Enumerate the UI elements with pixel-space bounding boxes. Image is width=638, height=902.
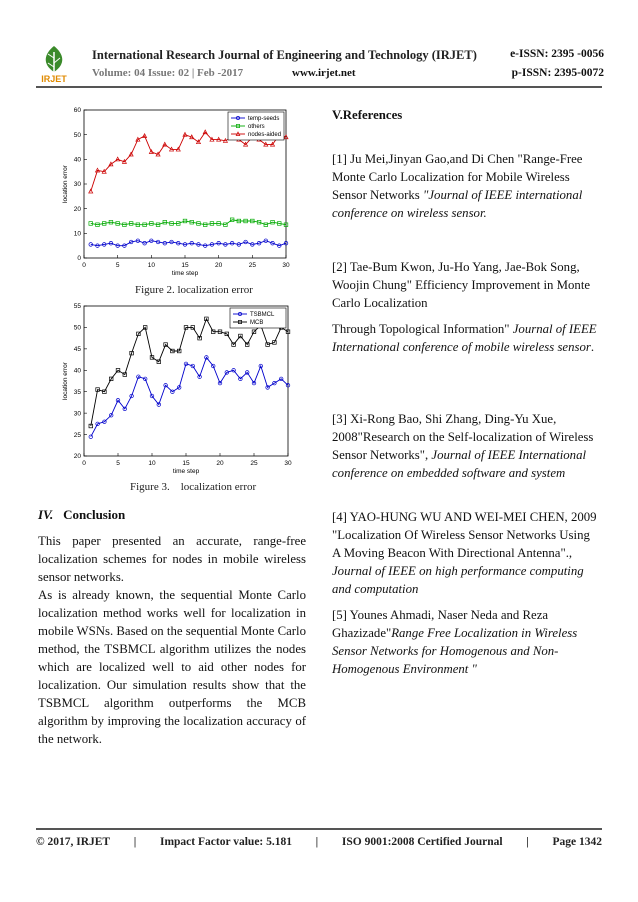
x-tick-label: 15	[181, 262, 189, 269]
y-tick-label: 25	[73, 431, 81, 439]
x-tick-label: 5	[116, 460, 120, 467]
conclusion-para-1: This paper presented an accurate, range-free localization schemes for nodes in mobile wireless sensor networks.	[38, 534, 306, 584]
reference-2-continued: Through Topological Information" Journal of IEEE International conference of mobile wireless sensor.	[332, 322, 597, 354]
legend-label: nodes-aided	[248, 132, 282, 139]
reference-5: [5] Younes Ahmadi, Naser Neda and Reza Ghazizade"Range Free Localization in Wireless Sensor Networks for Homogenous and Non-Homogenous Environment "	[332, 608, 578, 676]
page-header	[0, 0, 638, 92]
x-tick-label: 0	[82, 262, 86, 269]
conclusion-heading	[38, 506, 125, 524]
y-tick-label: 0	[77, 255, 81, 263]
p-issn: p-ISSN: 2395-0072	[511, 67, 604, 79]
y-tick-label: 50	[73, 324, 81, 332]
figure-3	[58, 300, 296, 483]
y-tick-label: 35	[73, 388, 81, 396]
section-numeral: IV.	[38, 507, 54, 522]
header-divider	[36, 86, 602, 88]
y-tick-label: 40	[73, 156, 81, 164]
x-tick-label: 5	[115, 262, 120, 269]
footer-sep-3: |	[526, 836, 529, 848]
journal-website: www.irjet.net	[292, 67, 356, 79]
volume-issue: Volume: 04 Issue: 02 | Feb -2017	[92, 67, 244, 79]
page-footer	[36, 836, 602, 848]
y-tick-label: 30	[73, 410, 81, 418]
reference-2: [2] Tae-Bum Kwon, Ju-Ho Yang, Jae-Bok Song, Woojin Chung" Efficiency Improvement in Monte Carlo Localization	[332, 260, 591, 310]
x-tick-label: 20	[215, 262, 223, 269]
legend-label: others	[248, 124, 265, 131]
e-issn: e-ISSN: 2395 -0056	[510, 48, 604, 60]
x-tick-label: 25	[248, 262, 256, 269]
conclusion-para-2: As is already known, the sequential Monte Carlo localization method works well for localization in mobile WSNs. Based on the sequential Monte Carlo method, the TSBMCL algorithm utilizes the nodes which are localized well to aid other nodes for localization. Our simulation results show that the TSBMCL algorithm outperforms the MCB algorithm by improving the localization accuracy of the network.	[38, 588, 306, 746]
y-axis-label: location error	[62, 165, 69, 203]
y-tick-label: 60	[73, 107, 81, 115]
figure-2-chart	[58, 104, 294, 280]
y-tick-label: 45	[73, 346, 81, 354]
y-axis-label: location error	[62, 362, 69, 400]
legend-label: temp-seeds	[248, 116, 280, 123]
y-tick-label: 50	[73, 131, 81, 139]
x-tick-label: 15	[182, 460, 190, 467]
irjet-logo	[36, 44, 72, 84]
x-axis-label: time step	[172, 468, 200, 475]
y-tick-label: 10	[73, 230, 81, 238]
references-heading: V.References	[332, 108, 403, 122]
figure-2-caption: Figure 2. localization error	[135, 284, 253, 296]
reference-4: [4] YAO-HUNG WU AND WEI-MEI CHEN, 2009 "Localization Of Wireless Sensor Networks Using A Moving Beacon With Directional Antenna"., Journal of IEEE on high performance computing and computation	[332, 510, 597, 596]
legend-label: TSBMCL	[250, 312, 275, 319]
footer-sep-2: |	[315, 836, 319, 848]
figure-2	[58, 104, 294, 285]
x-tick-label: 30	[282, 262, 290, 269]
y-tick-label: 20	[73, 453, 81, 461]
x-axis-label: time step	[171, 270, 199, 277]
x-tick-label: 25	[250, 460, 258, 467]
x-tick-label: 10	[147, 262, 155, 269]
svg-text:IRJET: IRJET	[41, 74, 67, 84]
y-tick-label: 40	[73, 367, 81, 375]
footer-copyright: © 2017, IRJET	[36, 836, 111, 848]
legend-label: MCB	[250, 320, 264, 327]
y-tick-label: 30	[73, 181, 81, 189]
footer-impact-factor: Impact Factor value: 5.181	[159, 836, 292, 848]
reference-1: [1] Ju Mei,Jinyan Gao,and Di Chen "Range-Free Monte Carlo Localization for Mobile Wireless Sensor Networks "Journal of IEEE international conference on wireless sensor.	[332, 152, 583, 220]
footer-divider	[36, 828, 602, 830]
x-tick-label: 20	[216, 460, 224, 467]
footer-page-number: Page 1342	[552, 836, 602, 848]
figure-3-chart	[58, 300, 296, 478]
y-tick-label: 20	[73, 205, 81, 213]
x-tick-label: 10	[148, 460, 156, 467]
footer-sep-1: |	[133, 836, 137, 848]
section-title: Conclusion	[63, 507, 126, 522]
x-tick-label: 0	[82, 460, 86, 467]
reference-3: [3] Xi-Rong Bao, Shi Zhang, Ding-Yu Xue, 2008"Research on the Self-localization of Wireless Sensor Networks", Journal of IEEE International conference on embedded software and system	[332, 412, 594, 480]
figure-3-caption: Figure 3. localization error	[130, 481, 257, 493]
journal-title: International Research Journal of Engineering and Technology (IRJET)	[92, 48, 477, 62]
y-tick-label: 55	[73, 303, 81, 311]
x-tick-label: 30	[284, 460, 292, 467]
footer-iso: ISO 9001:2008 Certified Journal	[341, 836, 503, 848]
